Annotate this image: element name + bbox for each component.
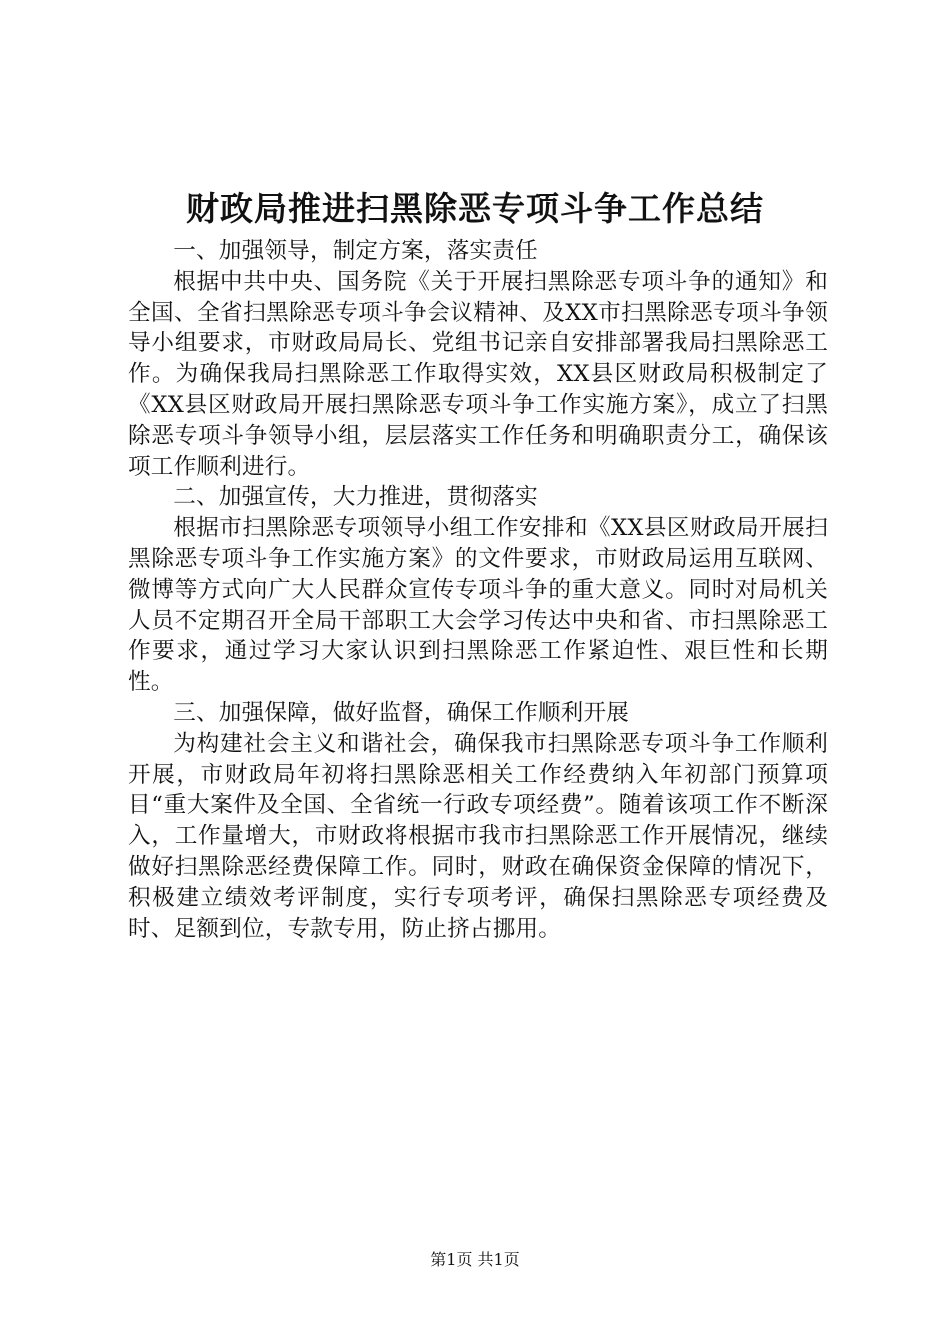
- section-paragraph: 为构建社会主义和谐社会，确保我市扫黑除恶专项斗争工作顺利开展，市财政局年初将扫黑除恶相关工作经费纳入年初部门预算项目“重大案件及全国、全省统一行政专项经费”。随着该项工作不断深入，工作量增大，市财政将根据市我市扫黑除恶工作开展情况，继续做好扫黑除恶经费保障工作。同时，财政在确保资金保障的情况下，积极建立绩效考评制度，实行专项考评，确保扫黑除恶专项经费及时、足额到位，专款专用，防止挤占挪用。: [128, 730, 828, 942]
- page-footer: 第1页 共1页: [430, 1250, 520, 1269]
- document-body: [128, 236, 828, 944]
- section-heading: 一、加强领导，制定方案，落实责任: [173, 238, 538, 264]
- document-title: 财政局推进扫黑除恶专项斗争工作总结: [186, 189, 764, 228]
- section-paragraph: 根据中共中央、国务院《关于开展扫黑除恶专项斗争的通知》和全国、全省扫黑除恶专项斗争会议精神、及XX市扫黑除恶专项斗争领导小组要求，市财政局局长、党组书记亲自安排部署我局扫黑除恶工作。为确保我局扫黑除恶工作取得实效，XX县区财政局积极制定了《XX县区财政局开展扫黑除恶专项斗争工作实施方案》，成立了扫黑除恶专项斗争领导小组，层层落实工作任务和明确职责分工，确保该项工作顺利进行。: [128, 268, 828, 480]
- section-paragraph: 根据市扫黑除恶专项领导小组工作安排和《XX县区财政局开展扫黑除恶专项斗争工作实施方案》的文件要求，市财政局运用互联网、微博等方式向广大人民群众宣传专项斗争的重大意义。同时对局机关人员不定期召开全局干部职工大会学习传达中央和省、市扫黑除恶工作要求，通过学习大家认识到扫黑除恶工作紧迫性、艰巨性和长期性。: [128, 515, 828, 696]
- section-heading: 三、加强保障，做好监督，确保工作顺利开展: [173, 699, 630, 726]
- section-heading: 二、加强宣传，大力推进，贯彻落实: [173, 484, 538, 511]
